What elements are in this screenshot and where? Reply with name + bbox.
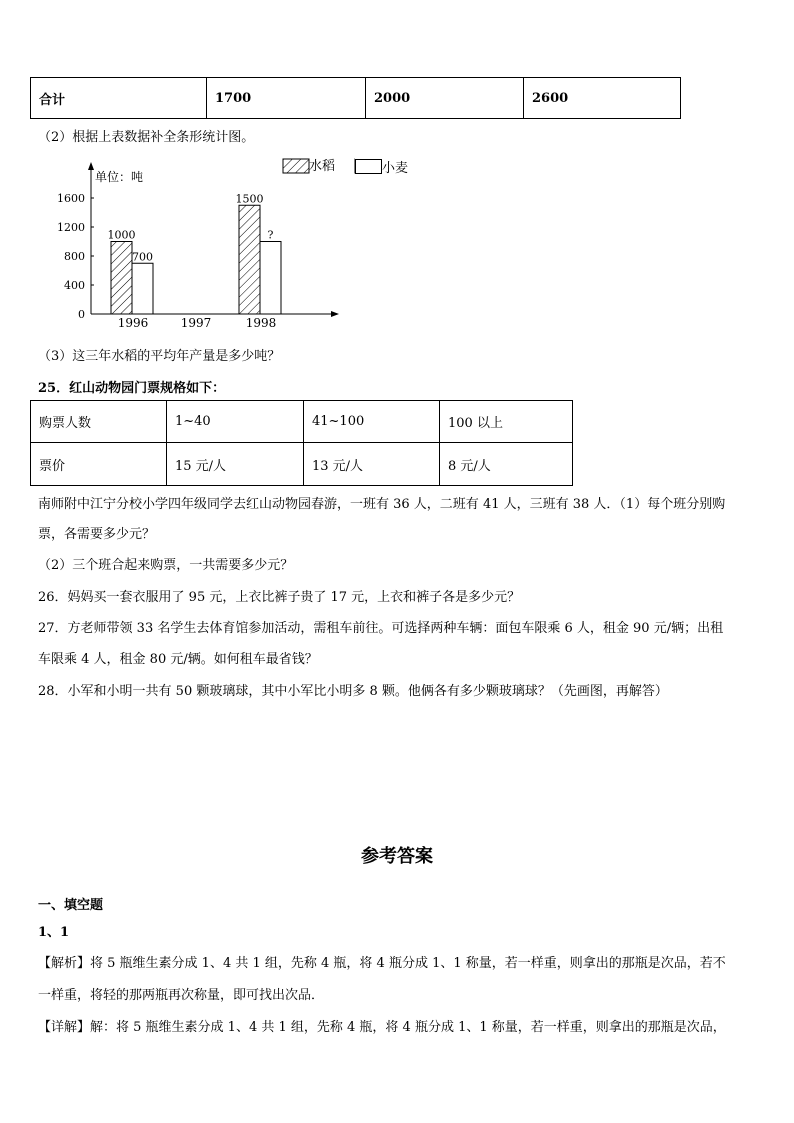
question-25-text-2: 票，各需要多少元？ [38,527,156,542]
ticket-price-1: 15 元/人 [167,443,304,486]
answer-detail-line-1: 【详解】解：将 5 瓶维生素分成 1、4 共 1 组，先称 4 瓶，将 4 瓶分成 1、1 称量，若一样重，则拿出的那瓶是次品， [38,1020,726,1035]
x-tick-label: 1998 [245,316,277,330]
bar-value-label: 1500 [235,192,264,206]
answers-heading: 参考答案 [361,846,433,867]
question-27-line-1: 27．方老师带领 33 名学生去体育馆参加活动，需租车前往。可选择两种车辆：面包车限乘 6 人，租金 90 元/辆；出租 [38,621,724,636]
bar-value-label: ? [267,228,274,242]
table-cell-1998: 2600 [524,78,681,119]
ticket-range-1: 1~40 [167,401,304,443]
question-24-part-3: （3）这三年水稻的平均年产量是多少吨？ [38,349,281,364]
question-28: 28．小军和小明一共有 50 颗玻璃球，其中小军比小明多 8 颗。他俩各有多少颗玻璃球？（先画图，再解答） [38,684,668,699]
y-tick-label: 1600 [57,192,85,205]
x-tick-label: 1997 [180,316,212,330]
answers-section: 一、填空题 [38,898,104,913]
bar-wheat-1996 [132,263,153,314]
ticket-range-2: 41~100 [304,401,440,443]
question-25-text-1: 南师附中江宁分校小学四年级同学去红山动物园春游，一班有 36 人，二班有 41 人，三班有 38 人．（1）每个班分别购 [38,497,726,512]
y-tick-label: 800 [64,250,85,263]
unit-label: 单位：吨 [95,170,144,184]
question-26: 26．妈妈买一套衣服用了 95 元，上衣比裤子贵了 17 元，上衣和裤子各是多少元？ [38,590,521,605]
table-cell-1996: 1700 [207,78,366,119]
table-cell-1997: 2000 [366,78,524,119]
bar-chart [55,150,355,335]
ticket-header-people: 购票人数 [31,401,167,443]
bar-rice-1998 [239,205,260,314]
question-27-line-2: 车限乘 4 人，租金 80 元/辆。如何租车最省钱？ [38,652,318,667]
question-24-part-2: （2）根据上表数据补全条形统计图。 [38,130,255,145]
y-tick-label: 1200 [57,221,85,234]
bar-value-label: 700 [132,250,153,264]
question-25-title: 25．红山动物园门票规格如下： [38,381,226,396]
ticket-price-2: 13 元/人 [304,443,440,486]
legend-swatch-wheat-box [355,159,382,174]
answer-item-1: 1、1 [38,925,70,940]
y-axis-arrow [88,162,94,170]
x-axis-arrow [331,311,339,317]
ticket-price-3: 8 元/人 [440,443,573,486]
bar-value-label: 1000 [107,228,136,242]
ticket-header-price: 票价 [31,443,167,486]
answer-analysis-line-1: 【解析】将 5 瓶维生素分成 1、4 共 1 组，先称 4 瓶，将 4 瓶分成 1、1 称量，若一样重，则拿出的那瓶是次品，若不 [38,956,726,971]
ticket-range-3: 100 以上 [440,401,573,443]
ticket-table [30,400,573,486]
legend-swatch-rice [283,159,309,173]
x-tick-label: 1996 [117,316,149,330]
bar-wheat-1998 [260,242,281,315]
legend-label-rice: 水稻 [309,159,336,174]
question-25-part-2: （2）三个班合起来购票，一共需要多少元？ [38,558,294,573]
legend-label-wheat: 小麦 [382,161,409,176]
bar-rice-1996 [111,242,132,315]
y-tick-label: 0 [78,308,85,321]
answer-analysis-line-2: 一样重，将轻的那两瓶再次称量，即可找出次品． [38,988,325,1003]
y-tick-label: 400 [64,279,85,292]
total-table [30,77,681,119]
table-cell-label: 合计 [31,78,207,119]
